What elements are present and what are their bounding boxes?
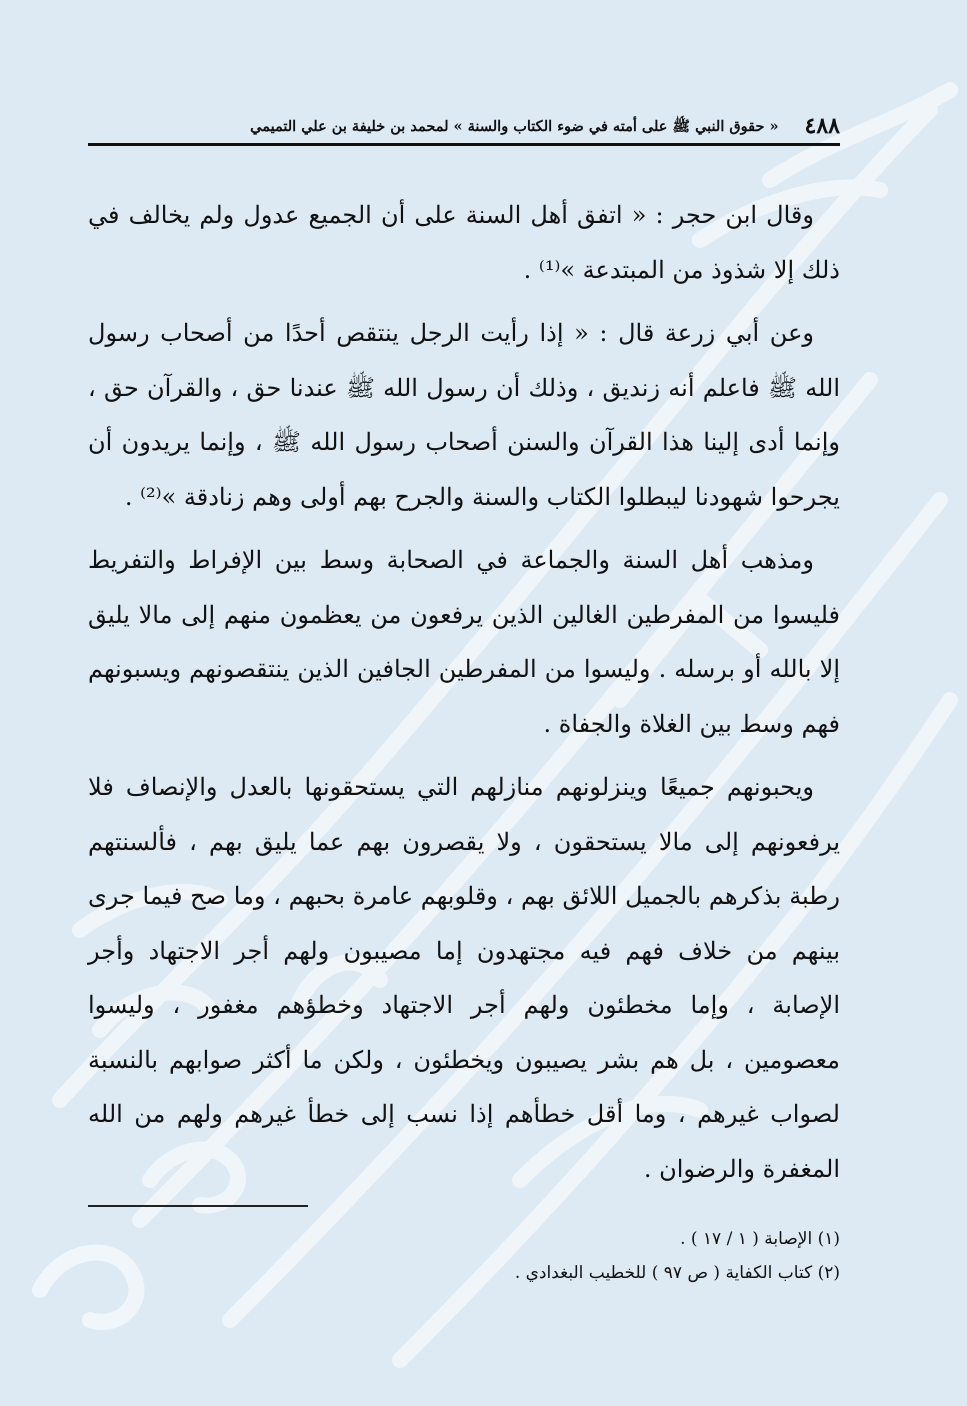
footnote-2: (٢) كتاب الكفاية ( ص ٩٧ ) للخطيب البغدادي . (514, 1263, 840, 1283)
book-page (88, 0, 840, 1406)
footnote-divider (88, 1205, 308, 1207)
page-header (88, 112, 840, 146)
page-number: ٤٨٨ (804, 113, 840, 139)
paragraph-love-for-companions: ويحبونهم جميعًا وينزلونهم منازلهم التي يستحقونها بالعدل والإنصاف فلا يرفعونهم إلى مالا يستحقون ، ولا يقصرون بهم عما يليق بهم ، فألسنتهم رطبة بذكرهم بالجميل اللائق بهم ، وقلوبهم عامرة بحبهم ، وما صح فيما جرى بينهم من خلاف فهم فيه مجتهدون إما مصيبون ولهم أجر الاجتهاد وأجر الإصابة ، وإما مخطئون ولهم أجر الاجتهاد وخطؤهم مغفور ، وليسوا معصومين ، بل هم بشر يصيبون ويخطئون ، ولكن ما أكثر صوابهم بالنسبة لصواب غيرهم ، وما أقل خطأهم إذا نسب إلى خطأ غيرهم ولهم من الله المغفرة والرضوان . (88, 773, 841, 1183)
footnote-1: (١) الإصابة ( ١ / ١٧ ) . (680, 1229, 840, 1249)
body-text (88, 188, 840, 1196)
running-title: « حقوق النبي ﷺ على أمته في ضوء الكتاب والسنة » لمحمد بن خليفة بن علي التميمي (250, 118, 779, 135)
footnotes (88, 1222, 840, 1290)
paragraph-ibn-hajar: وقال ابن حجر : « اتفق أهل السنة على أن الجميع عدول ولم يخالف في ذلك إلا شذوذ من المبتدعة »⁽¹⁾ . (88, 201, 840, 284)
paragraph-ahl-sunnah-doctrine: ومذهب أهل السنة والجماعة في الصحابة وسط بين الإفراط والتفريط فليسوا من المفرطين الغالين الذين يرفعون من يعظمون منهم إلى مالا يليق إلا بالله أو برسله . وليسوا من المفرطين الجافين الذين ينتقصونهم ويسبونهم فهم وسط بين الغلاة والجفاة . (88, 546, 840, 738)
paragraph-abu-zura: وعن أبي زرعة قال : « إذا رأيت الرجل ينتقص أحدًا من أصحاب رسول الله ﷺ فاعلم أنه زنديق ، وذلك أن رسول الله ﷺ عندنا حق ، والقرآن حق ، وإنما أدى إلينا هذا القرآن والسنن أصحاب رسول الله ﷺ ، وإنما يريدون أن يجرحوا شهودنا ليبطلوا الكتاب والسنة والجرح بهم أولى وهم زنادقة »⁽²⁾ . (88, 319, 840, 511)
